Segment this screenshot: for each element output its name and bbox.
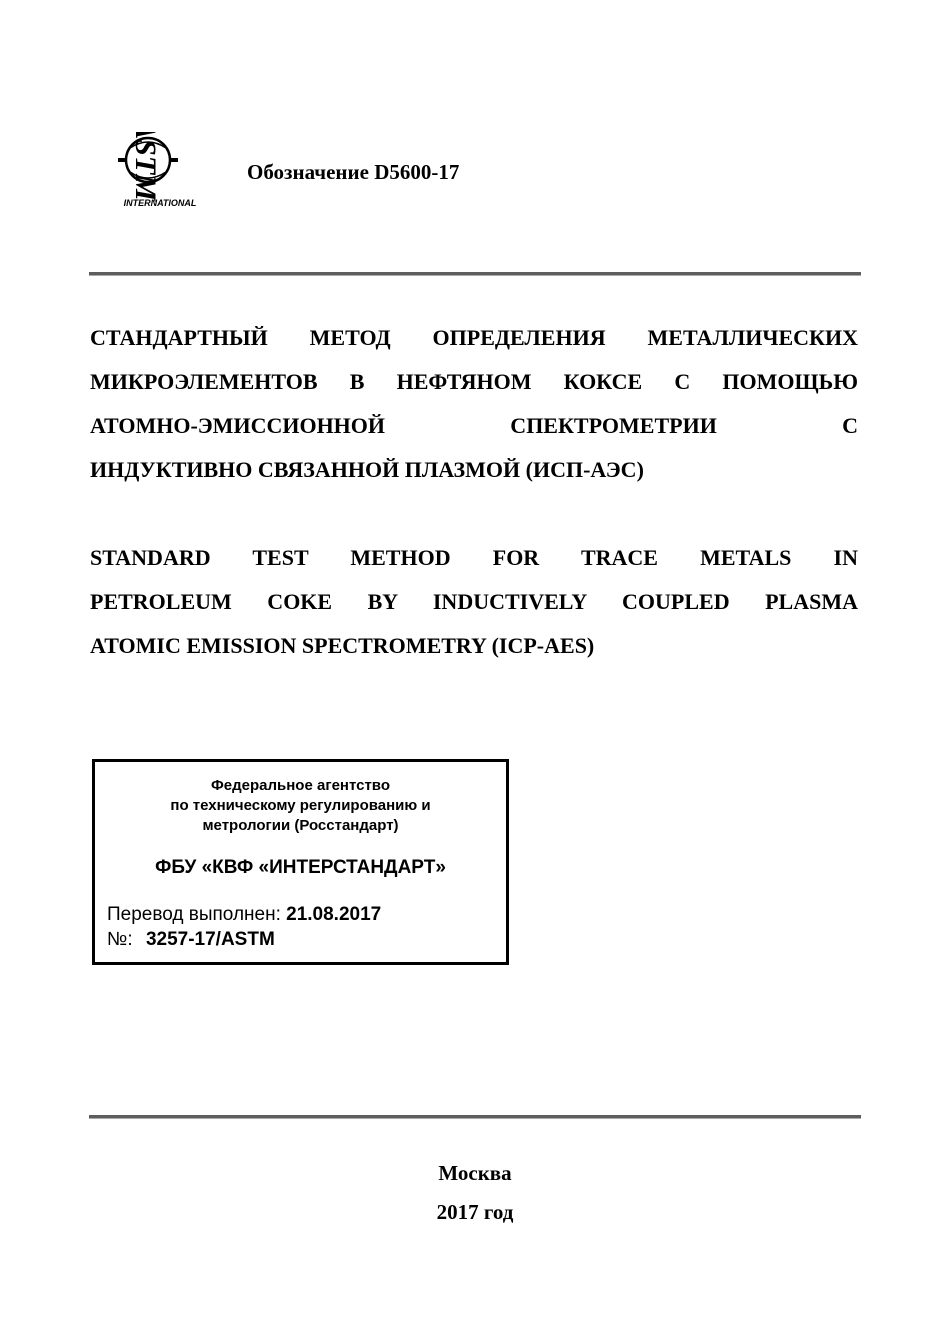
stamp-number-value: 3257-17/ASTM <box>145 929 275 950</box>
top-divider <box>89 272 861 276</box>
title-russian <box>90 316 858 492</box>
stamp-number-label: №: <box>107 929 133 950</box>
title-ru-line: АТОМНО-ЭМИССИОННОЙ СПЕКТРОМЕТРИИ С <box>90 413 858 438</box>
title-en-line: PETROLEUM COKE BY INDUCTIVELY COUPLED PLASMA <box>90 589 858 614</box>
stamp-organization: ФБУ «КВФ «ИНТЕРСТАНДАРТ» <box>155 857 446 878</box>
publication-year: 2017 год <box>436 1200 514 1224</box>
title-en-line: ATOMIC EMISSION SPECTROMETRY (ICP-AES) <box>90 633 595 658</box>
title-en-line: STANDARD TEST METHOD FOR TRACE METALS IN <box>90 545 858 570</box>
stamp-agency-line: метрологии (Росстандарт) <box>202 817 399 834</box>
translation-stamp <box>92 759 509 965</box>
astm-logo-icon <box>116 132 204 210</box>
bottom-divider <box>89 1115 861 1119</box>
stamp-translated-date: 21.08.2017 <box>286 904 382 925</box>
title-ru-line: СТАНДАРТНЫЙ МЕТОД ОПРЕДЕЛЕНИЯ МЕТАЛЛИЧЕСКИХ <box>90 325 858 350</box>
astm-logo-text: ASTM <box>129 132 162 201</box>
publication-city: Москва <box>438 1161 512 1185</box>
stamp-translation-date-row <box>107 903 381 927</box>
stamp-agency-line: Федеральное агентство <box>210 777 390 794</box>
stamp-agency-line: по техническому регулированию и <box>170 797 431 814</box>
astm-logo <box>116 132 204 210</box>
astm-logo-subtext: INTERNATIONAL <box>123 198 197 208</box>
title-ru-line: ИНДУКТИВНО СВЯЗАННОЙ ПЛАЗМОЙ (ИСП-АЭС) <box>90 457 644 482</box>
stamp-number-row <box>107 928 275 952</box>
standard-designation: Обозначение D5600-17 <box>247 160 460 184</box>
stamp-agency <box>95 776 506 836</box>
title-english <box>90 536 858 668</box>
title-ru-line: МИКРОЭЛЕМЕНТОВ В НЕФТЯНОМ КОКСЕ С ПОМОЩЬЮ <box>90 369 858 394</box>
stamp-translated-label: Перевод выполнен: <box>107 904 281 925</box>
